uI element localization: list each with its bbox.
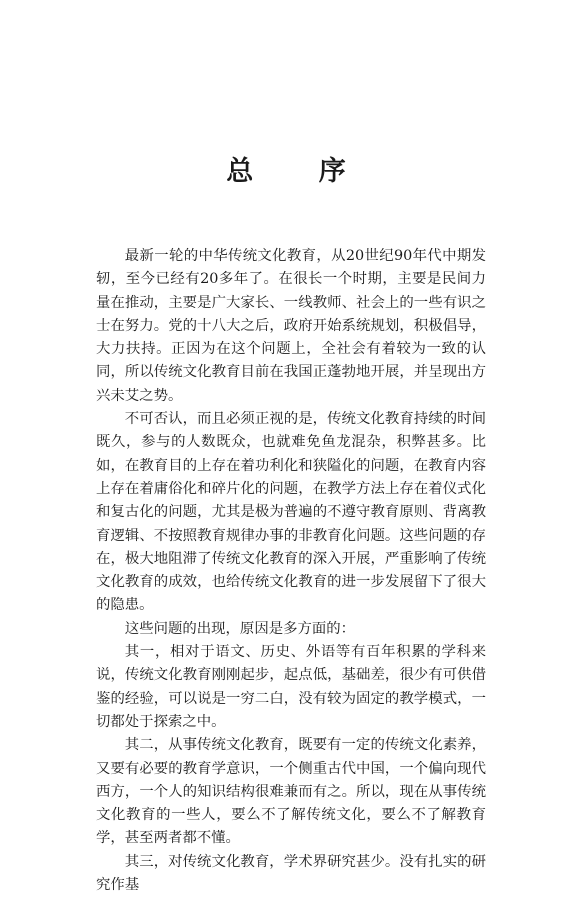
page-title: 总 序 [226,156,374,187]
paragraph-2: 不可否认，而且必须正视的是，传统文化教育持续的时间既久，参与的人数既众，也就难免鱼龙混杂，积弊甚多。比如，在教育目的上存在着功利化和狭隘化的问题，在教育内容上存在着庸俗化和碎片化的问题，在教学方法上存在着仪式化和复古化的问题，尤其是极为普遍的不遵守教育原则、背离教育逻辑、不按照教育规律办事的非教育化问题。这些问题的存在，极大地阻滞了传统文化教育的深入开展，严重影响了传统文化教育的成效，也给传统文化教育的进一步发展留下了很大的隐患。 [96,411,486,614]
paragraph-1: 最新一轮的中华传统文化教育，从20世纪90年代中期发轫，至今已经有20多年了。在很长一个时期，主要是民间力量在推动，主要是广大家长、一线教师、社会上的一些有识之士在努力。党的十八大之后，政府开始系统规划，积极倡导，大力扶持。正因为在这个问题上，全社会有着较为一致的认同，所以传统文化教育目前在我国正蓬勃地开展，并呈现出方兴未艾之势。 [96,248,486,404]
paragraph-4: 其一，相对于语文、历史、外语等有百年积累的学科来说，传统文化教育刚刚起步，起点低，基础差，很少有可供借鉴的经验，可以说是一穷二白，没有较为固定的教学模式，一切都处于探索之中。 [96,644,486,730]
paragraph-6: 其三，对传统文化教育，学术界研究甚少。没有扎实的研究作基 [96,853,486,894]
body-text [96,245,486,897]
paragraph-5: 其二，从事传统文化教育，既要有一定的传统文化素养，又要有必要的教育学意识，一个侧重古代中国，一个偏向现代西方，一个人的知识结构很难兼而有之。所以，现在从事传统文化教育的一些人，要么不了解传统文化，要么不了解教育学，甚至两者都不懂。 [96,737,486,847]
paragraph-3: 这些问题的出现，原因是多方面的： [124,620,356,637]
